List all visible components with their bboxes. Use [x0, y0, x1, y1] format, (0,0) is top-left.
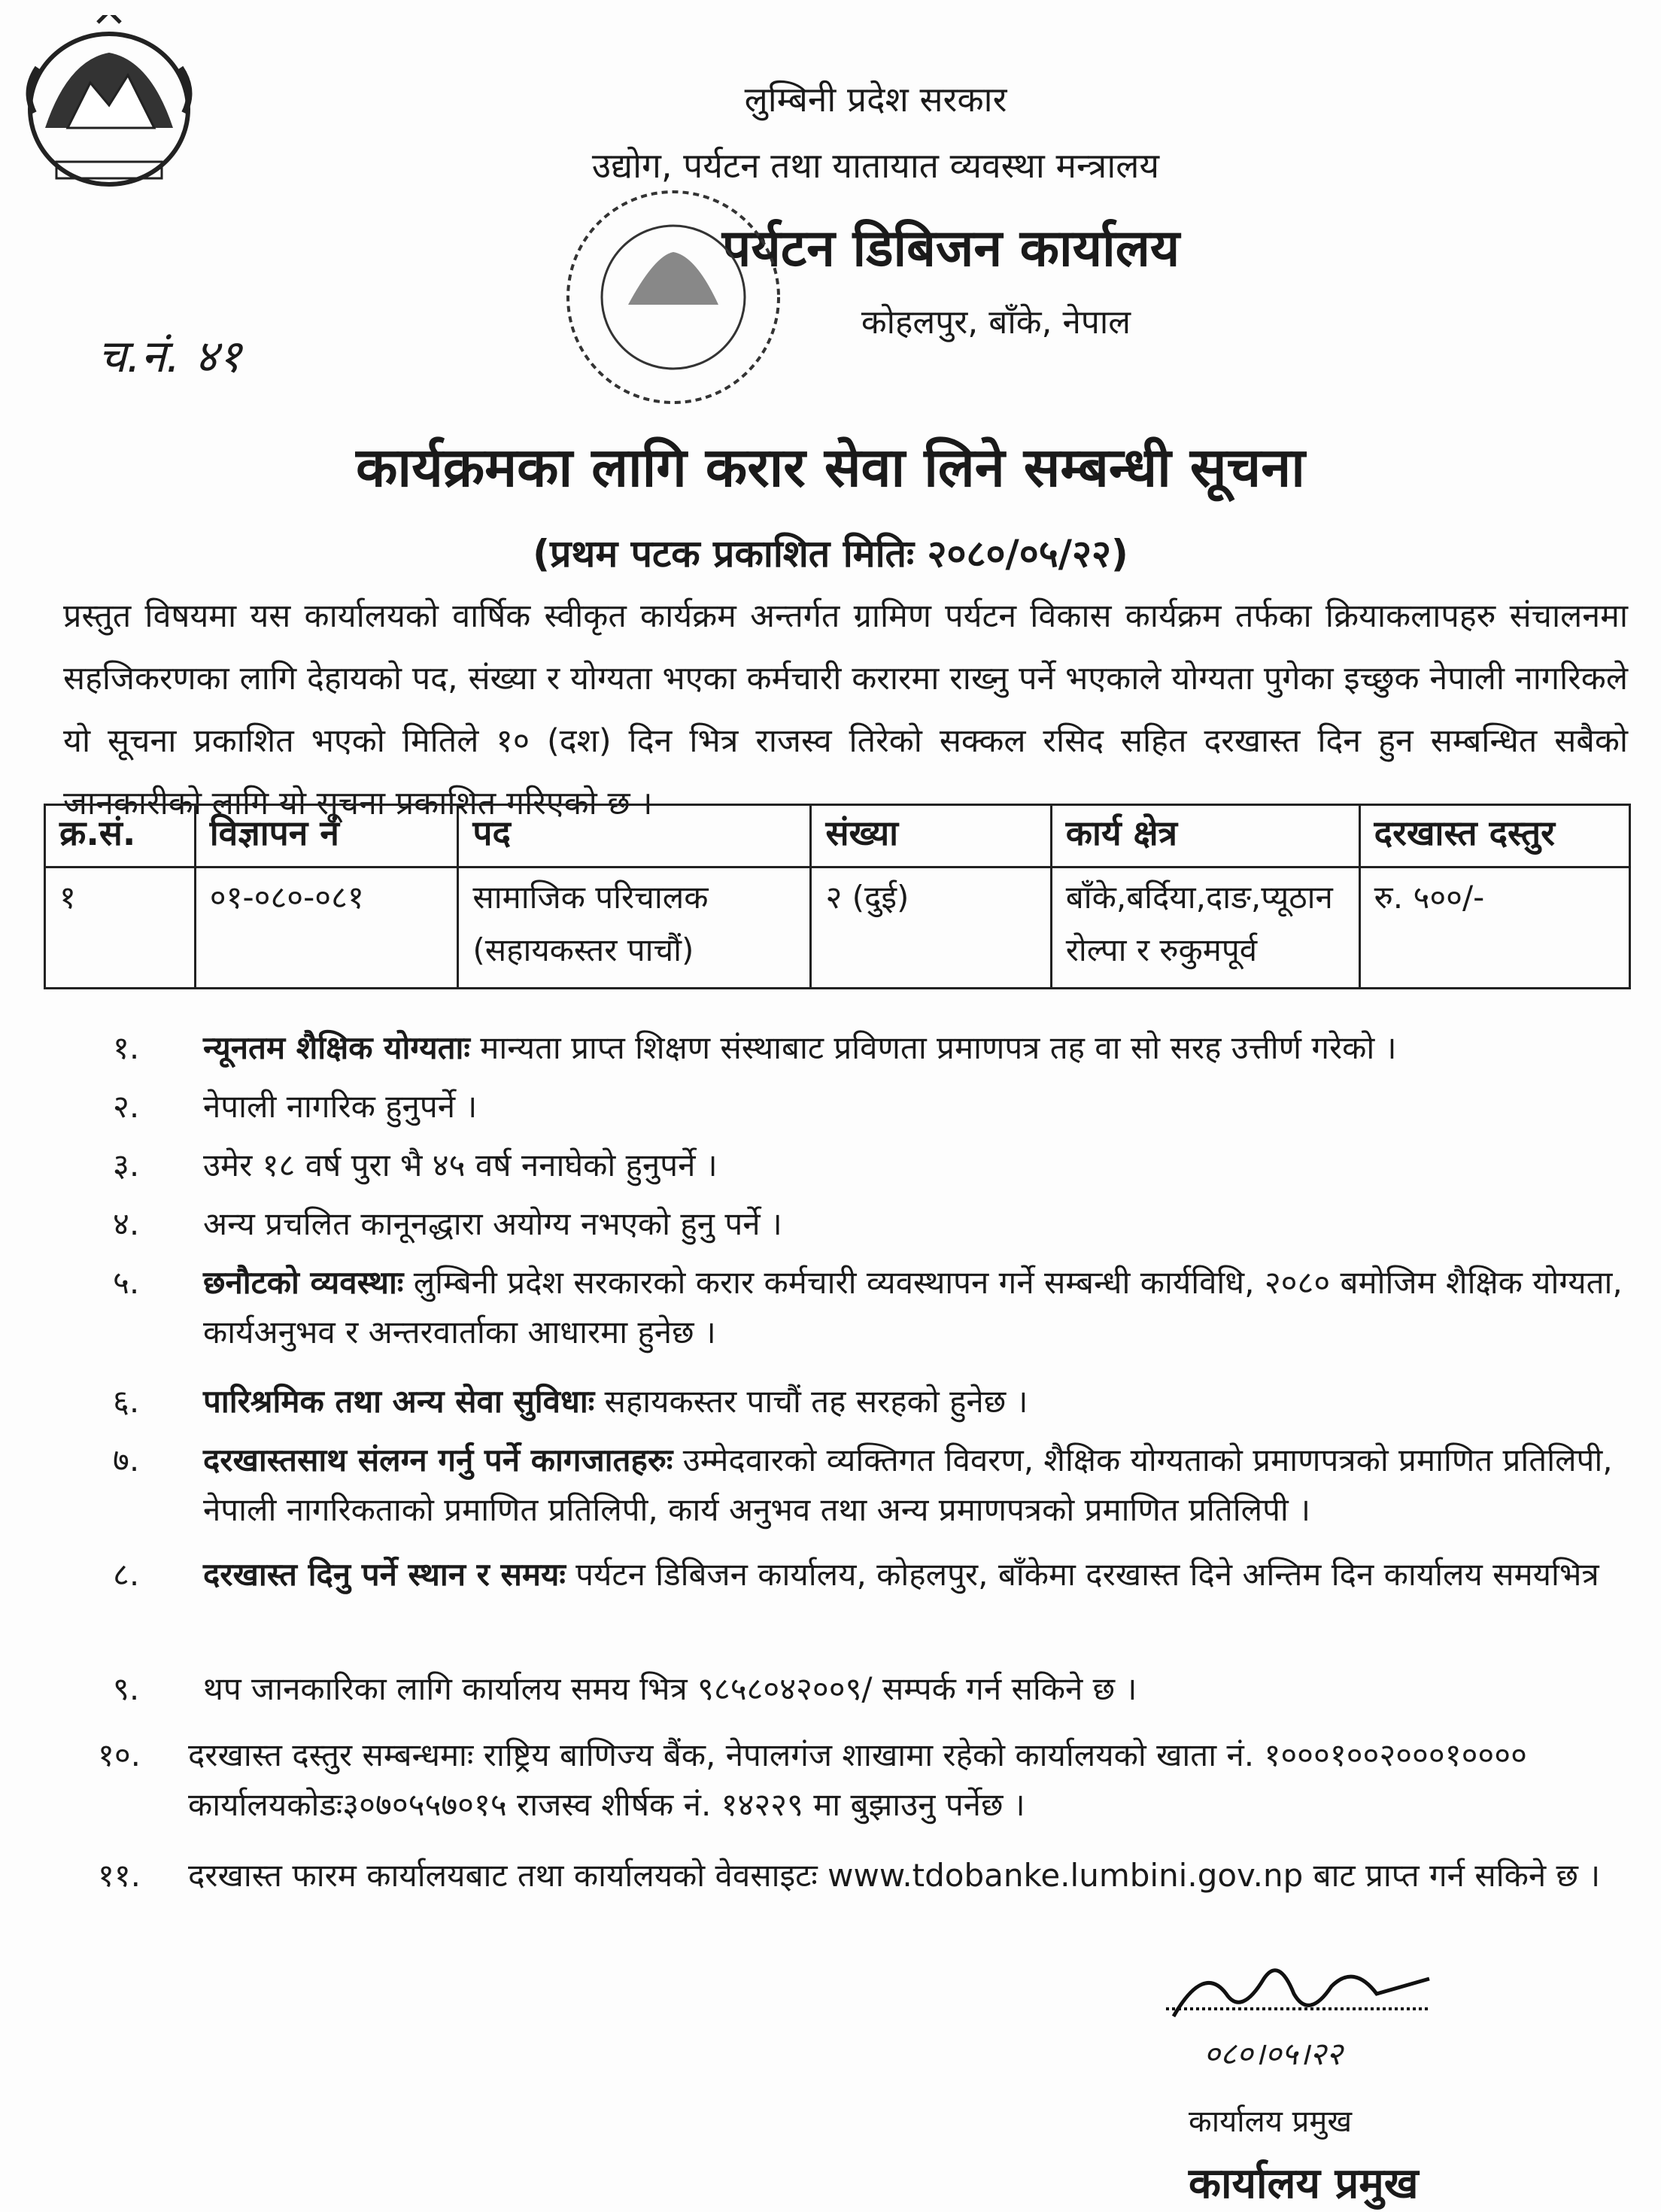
letter-number: च.नं. ४१	[98, 330, 242, 383]
condition-text: अन्य प्रचलित कानूनद्धारा अयोग्य नभएको हुनु पर्ने ।	[203, 1205, 782, 1242]
condition-item	[113, 1436, 1647, 1535]
post-level: (सहायकस्तर पाचौं)	[472, 931, 694, 968]
condition-item	[113, 1258, 1647, 1357]
column-header: पद	[458, 805, 811, 867]
post-name: सामाजिक परिचालक	[472, 879, 709, 916]
vacancy-table	[44, 804, 1631, 989]
condition-text: सहायकस्तर पाचौं तह सरहको हुनेछ ।	[594, 1383, 1028, 1420]
column-header: संख्या	[811, 805, 1051, 867]
ministry-name: उद्योग, पर्यटन तथा यातायात व्यवस्था मन्त्रालय	[591, 145, 1160, 186]
condition-label: दरखास्तसाथ संलग्न गर्नु पर्ने कागजातहरुः	[203, 1442, 673, 1478]
notice-subtitle: (प्रथम पटक प्रकाशित मितिः २०८०/०५/२२)	[533, 532, 1128, 576]
condition-number: ८.	[113, 1556, 140, 1593]
office-name: पर्यटन डिबिजन कार्यालय	[721, 219, 1180, 278]
column-header: विज्ञापन नं	[195, 805, 458, 867]
cell-fee: रु. ५००/-	[1359, 867, 1629, 989]
column-header: दरखास्त दस्तुर	[1359, 805, 1629, 867]
notice-title: कार्यक्रमका लागि करार सेवा लिने सम्बन्धी सूचना	[356, 436, 1305, 499]
column-header: क्र.सं.	[45, 805, 196, 867]
condition-number: १०.	[98, 1736, 141, 1773]
condition-text: पर्यटन डिबिजन कार्यालय, कोहलपुर, बाँकेमा दरखास्त दिने अन्तिम दिन कार्यालय समयभित्र	[565, 1556, 1599, 1593]
condition-number: ४.	[113, 1205, 140, 1242]
condition-label: दरखास्त दिनु पर्ने स्थान र समयः	[203, 1556, 566, 1593]
condition-label: पारिश्रमिक तथा अन्य सेवा सुविधाः	[203, 1383, 595, 1420]
area-line: रोल्पा र रुकुमपूर्व	[1065, 931, 1258, 968]
cell-sn: १	[45, 867, 196, 989]
condition-text: मान्यता प्राप्त शिक्षण संस्थाबाट प्रविणता प्रमाणपत्र तह वा सो सरह उत्तीर्ण गरेको ।	[469, 1029, 1397, 1066]
cell-area	[1051, 867, 1359, 989]
condition-item	[113, 1199, 1647, 1249]
condition-label: न्यूनतम शैक्षिक योग्यताः	[203, 1029, 470, 1066]
condition-item	[113, 1023, 1647, 1073]
condition-text: दरखास्त दस्तुर सम्बन्धमाः राष्ट्रिय बाणिज्य बैंक, नेपालगंज शाखामा रहेको कार्यालयको खाता नं. १०००१००२०००१०००० कार्यालयकोडः३०७०५५७०१५ राजस्व शीर्षक नं. १४२२९ मा बुझाउनु पर्नेछ ।	[188, 1736, 1527, 1823]
government-name: लुम्बिनी प्रदेश सरकार	[744, 79, 1007, 120]
area-line: बाँके,बर्दिया,दाङ,प्यूठान	[1065, 879, 1333, 916]
column-header: कार्य क्षेत्र	[1051, 805, 1359, 867]
signature-date: ०८०।०५।२२	[1204, 2035, 1343, 2072]
signatory-title: कार्यालय प्रमुख	[1189, 2104, 1353, 2139]
condition-item	[113, 1141, 1647, 1190]
condition-item	[113, 1664, 1647, 1714]
condition-item	[98, 1730, 1632, 1830]
condition-number: ६.	[113, 1383, 140, 1420]
notice-intro: प्रस्तुत विषयमा यस कार्यालयको वार्षिक स्वीकृत कार्यक्रम अन्तर्गत ग्रामिण पर्यटन विकास कार्यक्रम तर्फका क्रियाकलापहरु संचालनमा सहजिकरणका लागि देहायको पद, संख्या र योग्यता भएका कर्मचारी करारमा राख्नु पर्ने भएकाले योग्यता पुगेका इच्छुक नेपाली नागरिकले यो सूचना प्रकाशित भएको मितिले १० (दश) दिन भित्र राजस्व तिरेको सक्कल रसिद सहित दरखास्त दिन हुन सम्बन्धित सबैको जानकारीको लागि यो सूचना प्रकाशित गरिएको छ ।	[63, 597, 1628, 822]
condition-text: दरखास्त फारम कार्यालयबाट तथा कार्यालयको वेवसाइटः www.tdobanke.lumbini.gov.np बाट प्राप्त गर्न सकिने छ ।	[188, 1857, 1601, 1894]
condition-item	[113, 1082, 1647, 1132]
condition-text: उमेर १८ वर्ष पुरा भै ४५ वर्ष ननाघेको हुनुपर्ने ।	[203, 1147, 718, 1183]
condition-number: ७.	[113, 1442, 140, 1478]
condition-text: उम्मेदवारको व्यक्तिगत विवरण, शैक्षिक योग्यताको प्रमाणपत्रको प्रमाणित प्रतिलिपी, नेपाली नागरिकताको प्रमाणित प्रतिलिपी, कार्य अनुभव तथा अन्य प्रमाणपत्रको प्रमाणित प्रतिलिपी ।	[203, 1442, 1613, 1528]
condition-number: ९.	[113, 1670, 140, 1707]
signatory-stamp: कार्यालय प्रमुख	[1189, 2159, 1419, 2208]
signature-icon	[1158, 1949, 1444, 2031]
office-stamp-icon	[557, 181, 790, 414]
table-row	[45, 867, 1630, 989]
condition-item	[113, 1377, 1647, 1427]
condition-number: १.	[113, 1029, 140, 1066]
condition-number: ३.	[113, 1147, 140, 1183]
cell-ad-no: ०१-०८०-०८१	[195, 867, 458, 989]
condition-number: ५.	[113, 1264, 140, 1301]
condition-item	[98, 1851, 1632, 1901]
cell-count: २ (दुई)	[811, 867, 1051, 989]
condition-number: ११.	[98, 1857, 141, 1894]
condition-text: लुम्बिनी प्रदेश सरकारको करार कर्मचारी व्यवस्थापन गर्ने सम्बन्धी कार्यविधि, २०८० बमोजिम शैक्षिक योग्यता, कार्यअनुभव र अन्तरवार्ताका आधारमा हुनेछ ।	[203, 1264, 1623, 1351]
cell-post	[458, 867, 811, 989]
office-address: कोहलपुर, बाँके, नेपाल	[861, 303, 1131, 342]
table-header-row	[45, 805, 1630, 867]
condition-number: २.	[113, 1088, 140, 1125]
condition-text: थप जानकारिका लागि कार्यालय समय भित्र ९८५८०४२००९/ सम्पर्क गर्न सकिने छ ।	[203, 1670, 1137, 1707]
condition-text: नेपाली नागरिक हुनुपर्ने ।	[203, 1088, 478, 1125]
condition-label: छनौटको व्यवस्थाः	[203, 1264, 404, 1301]
condition-item	[113, 1550, 1647, 1600]
